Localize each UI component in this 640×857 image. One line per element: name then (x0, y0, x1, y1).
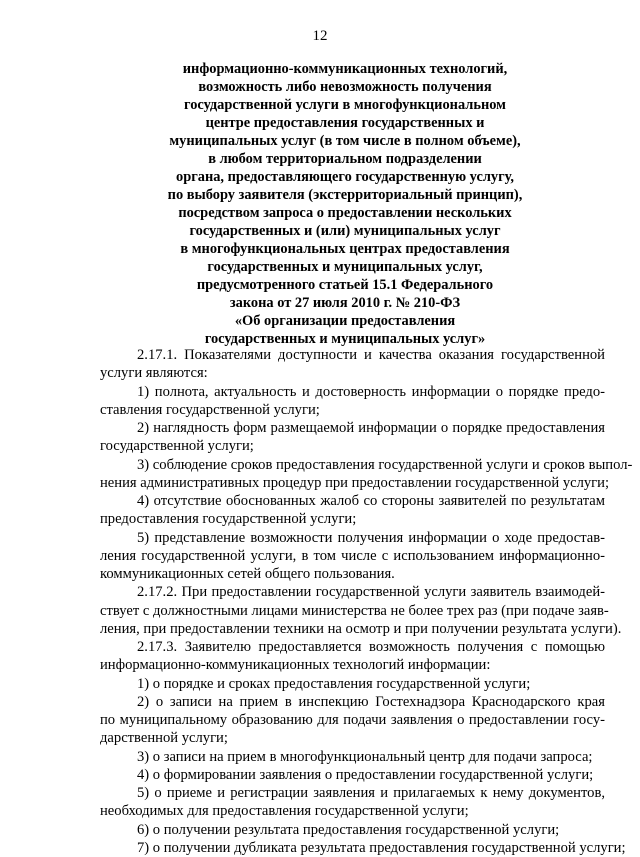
paragraph (100, 456, 633, 493)
heading-line: центре предоставления государственных и (205, 115, 485, 131)
text-line: 5) о приеме и регистрации заявления и прилагаемых к нему документов, (137, 785, 605, 801)
paragraph (100, 784, 605, 821)
body-text (100, 346, 633, 857)
paragraph (100, 839, 626, 857)
heading-line: по выбору заявителя (экстерриториальный принцип), (167, 187, 523, 203)
heading-line: закона от 27 июля 2010 г. № 210-ФЗ (229, 295, 461, 311)
section-heading (100, 60, 590, 348)
paragraph (100, 638, 605, 675)
heading-line: «Об организации предоставления (234, 313, 456, 329)
text-line: 2) о записи на прием в инспекцию Гостехнадзора Краснодарского края (137, 693, 605, 710)
text-line: 4) о формировании заявления о предоставлении государственной услуги; (137, 766, 594, 783)
text-line: услуги являются: (100, 365, 208, 382)
text-line: 3) соблюдение сроков предоставления государственной услуги и сроков выпол- (137, 456, 633, 473)
page-number: 12 (312, 28, 328, 44)
text-line: 4) отсутствие обоснованных жалоб со стороны заявителей по результатам (137, 493, 605, 509)
text-line: государственной услуги; (100, 438, 254, 455)
heading-line: государственных и муниципальных услуг, (207, 259, 483, 275)
text-line: дарственной услуги; (100, 730, 228, 747)
paragraph (100, 675, 605, 693)
text-line: предоставления государственной услуги; (100, 511, 357, 528)
paragraph (100, 492, 605, 529)
text-line: необходимых для предоставления государственной услуги; (100, 803, 469, 820)
text-line: коммуникационных сетей общего пользования. (100, 566, 395, 582)
text-line: 1) полнота, актуальность и достоверность информации о порядке предо- (137, 383, 605, 400)
heading-line: в любом территориальном подразделении (208, 151, 482, 167)
heading-line: информационно-коммуникационных технологий, (182, 61, 508, 77)
paragraph (100, 383, 605, 420)
heading-line: посредством запроса о предоставлении нескольких (178, 205, 512, 221)
paragraph (100, 766, 605, 784)
heading-line: предусмотренного статьей 15.1 Федерального (196, 277, 494, 293)
heading-line: возможность либо невозможность получения (198, 79, 492, 95)
paragraph (100, 583, 622, 638)
heading-line: государственных и (или) муниципальных услуг (189, 223, 501, 239)
text-line: 2.17.2. При предоставлении государственной услуги заявитель взаимодей- (137, 584, 605, 601)
text-line: 7) о получении дубликата результата предоставления государственной услуги; (137, 839, 626, 856)
text-line: 6) о получении результата предоставления государственной услуги; (137, 821, 560, 838)
paragraph (100, 529, 605, 584)
heading-line: государственной услуги в многофункциональном (184, 97, 506, 113)
text-line: 2.17.1. Показателями доступности и качества оказания государственной (137, 347, 605, 363)
text-line: 2.17.3. Заявителю предоставляется возможность получения с помощью (137, 639, 605, 655)
text-line: по муниципальному образованию для подачи заявления о предоставлении госу- (100, 712, 605, 728)
heading-line: муниципальных услуг (в том числе в полном объеме), (169, 133, 521, 149)
text-line: 2) наглядность форм размещаемой информации о порядке предоставления (137, 420, 605, 436)
text-line: ления государственной услуги, в том числе с использованием информационно- (100, 547, 605, 564)
heading-line: в многофункциональных центрах предоставления (180, 241, 510, 257)
text-line: информационно-коммуникационных технологий информации: (100, 657, 491, 674)
paragraph (100, 821, 605, 839)
heading-line: государственных и муниципальных услуг» (204, 331, 486, 347)
text-line: нения административных процедур при предоставлении государственной услуги; (100, 474, 610, 491)
heading-line: органа, предоставляющего государственную услугу, (176, 169, 514, 185)
text-line: 5) представление возможности получения информации о ходе предостав- (137, 529, 605, 546)
paragraph (100, 419, 605, 456)
text-line: ления, при предоставлении техники на осмотр и при получении результата услуги). (100, 620, 622, 637)
paragraph (100, 748, 605, 766)
text-line: 3) о записи на прием в многофункциональный центр для подачи запроса; (137, 748, 593, 765)
text-line: ствует с должностными лицами министерства не более трех раз (при подаче заяв- (100, 602, 609, 619)
text-line: 1) о порядке и сроках предоставления государственной услуги; (137, 675, 531, 692)
text-line: ставления государственной услуги; (100, 401, 320, 418)
paragraph (100, 346, 605, 383)
paragraph (100, 693, 605, 748)
